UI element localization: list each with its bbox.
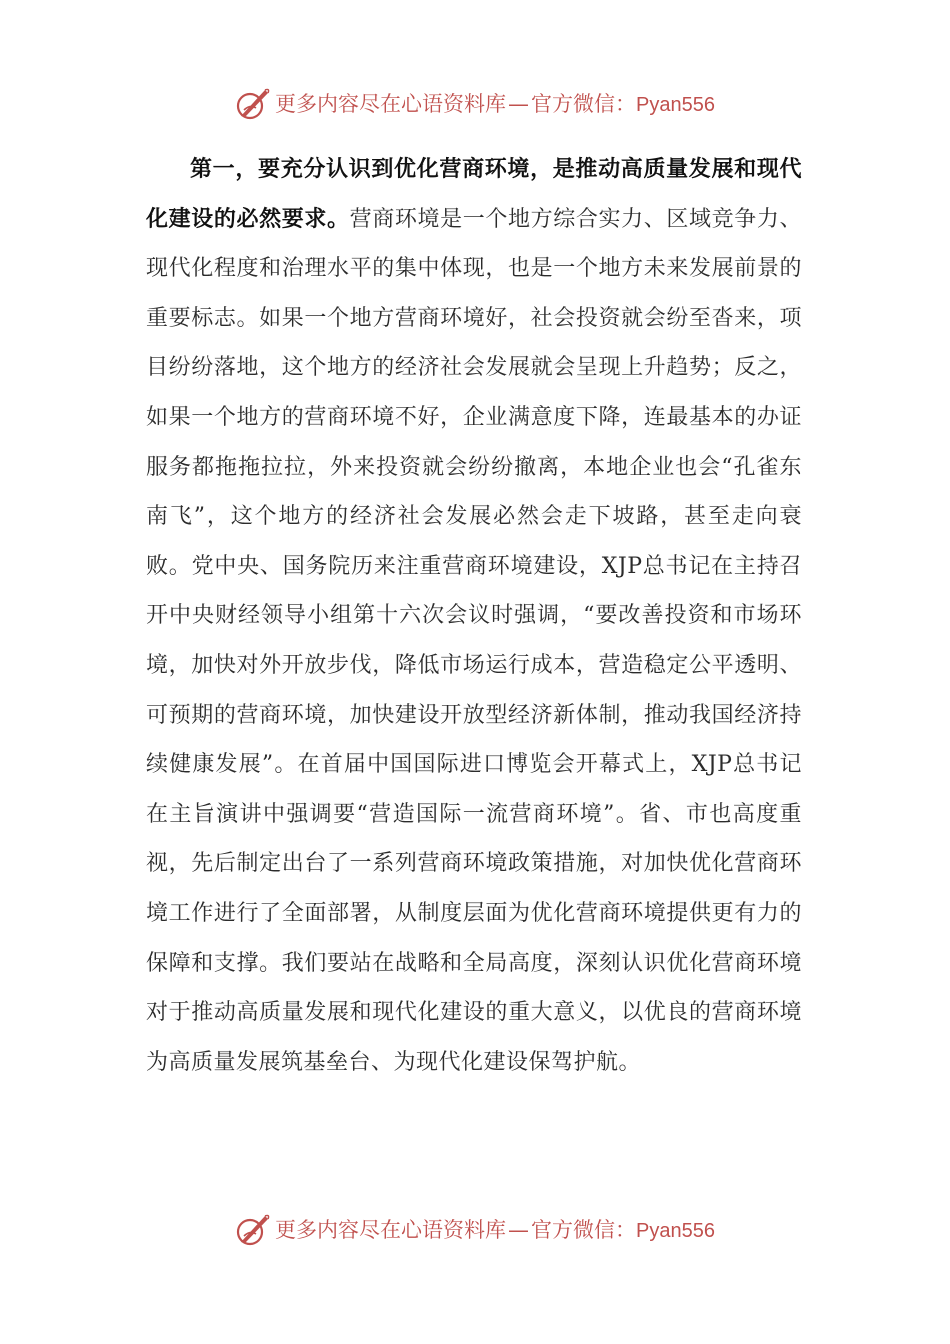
watermark-dash: — [508,91,530,116]
quill-logo-icon [235,86,271,122]
footer-watermark [0,1210,950,1250]
main-paragraph [146,145,802,1087]
watermark-dash: — [508,1217,530,1242]
watermark-wechat-id: Pyan556 [636,93,715,116]
watermark-text [275,1217,715,1242]
paragraph-heading: 第一，要充分认识到优化营商环境，是推动高质量发展和现代化建设的必然要求。 [146,156,802,232]
watermark-wechat-label: 官方微信： [531,91,637,116]
watermark-lead: 更多内容尽在心语资料库 [275,91,507,116]
quill-logo-icon [235,1212,271,1248]
paragraph-text: 营商环境是一个地方综合实力、区域竞争力、现代化程度和治理水平的集中体现，也是一个地方未来发展前景的重要标志。如果一个地方营商环境好，社会投资就会纷至沓来，项目纷纷落地，这个地方的经济社会发展就会呈现上升趋势；反之，如果一个地方的营商环境不好，企业满意度下降，连最基本的办证服务都拖拖拉拉，外来投资就会纷纷撤离，本地企业也会“孔雀东南飞”，这个地方的经济社会发展必然会走下坡路，甚至走向衰败。党中央、国务院历来注重营商环境建设，XJP总书记在主持召开中央财经领导小组第十六次会议时强调，“要改善投资和市场环境，加快对外开放步伐，降低市场运行成本，营造稳定公平透明、可预期的营商环境，加快建设开放型经济新体制，推动我国经济持续健康发展”。在首届中国国际进口博览会开幕式上，XJP总书记在主旨演讲中强调要“营造国际一流营商环境”。省、市也高度重视，先后制定出台了一系列营商环境政策措施，对加快优化营商环境工作进行了全面部署，从制度层面为优化营商环境提供更有力的保障和支撑。我们要站在战略和全局高度，深刻认识优化营商环境对于推动高质量发展和现代化建设的重大意义，以优良的营商环境为高质量发展筑基垒台、为现代化建设保驾护航。 [146,206,802,1075]
watermark-lead: 更多内容尽在心语资料库 [275,1217,507,1242]
watermark-wechat-id: Pyan556 [636,1219,715,1242]
watermark-text [275,91,715,116]
watermark-wechat-label: 官方微信： [531,1217,637,1242]
header-watermark [0,84,950,124]
